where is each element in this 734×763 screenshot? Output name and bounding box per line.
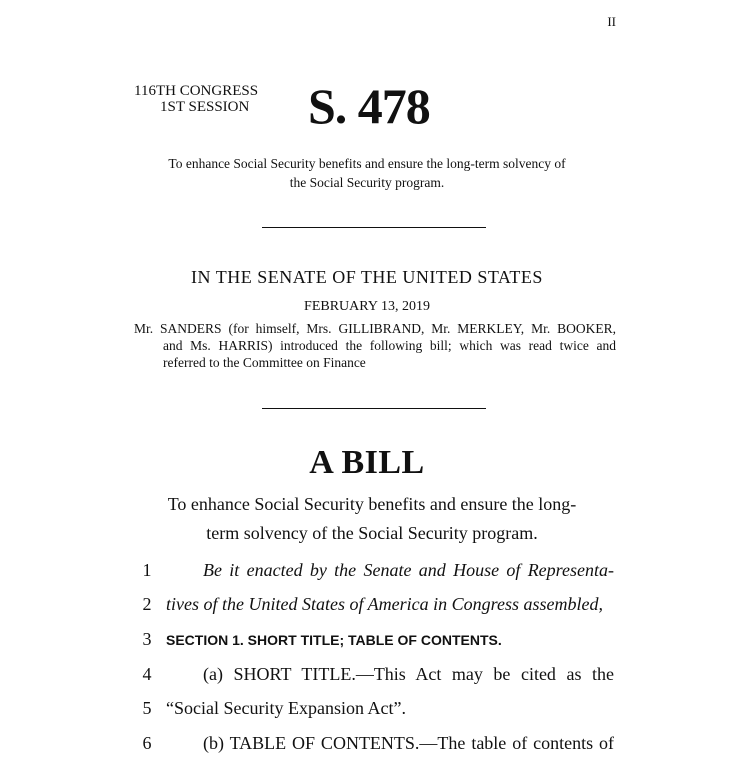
bill-number: S. 478: [308, 78, 430, 134]
divider-rule: [262, 227, 486, 228]
section-heading: SECTION 1. SHORT TITLE; TABLE OF CONTENTS.: [166, 632, 502, 648]
purpose-line: To enhance Social Security benefits and ensure the long-term solvency of: [168, 156, 566, 171]
sponsor-line: and Ms. HARRIS) introduced the following bill; which was read twice and: [163, 338, 616, 353]
bill-purpose-summary: [0, 154, 734, 192]
line-number: 3: [142, 629, 152, 649]
chamber-title: IN THE SENATE OF THE UNITED STATES: [191, 267, 543, 287]
congress-label: [134, 83, 258, 99]
sponsor-line: referred to the Committee on Finance: [163, 355, 366, 370]
session-label: 1ST SESSION: [160, 99, 250, 115]
bill-text-line: (a) SHORT TITLE.—This Act may be cited as the: [203, 664, 614, 684]
introduction-date: FEBRUARY 13, 2019: [304, 299, 430, 314]
line-number: 2: [142, 594, 152, 614]
bill-text-line: (b) TABLE OF CONTENTS.—The table of contents of: [203, 733, 614, 753]
enacting-clause-line: Be it enacted by the Senate and House of Representa-: [203, 560, 614, 580]
line-number: 6: [142, 733, 152, 753]
divider-rule: [262, 408, 486, 409]
bill-long-title: [150, 490, 594, 548]
line-number: 4: [142, 664, 152, 684]
line-number: 5: [142, 698, 152, 718]
congress-text: 116TH CONGRESS: [134, 83, 259, 99]
bill-text-line: “Social Security Expansion Act”.: [166, 698, 406, 718]
line-number: 1: [142, 560, 152, 580]
enacting-clause-line: tives of the United States of America in Congress assembled,: [166, 594, 603, 614]
sponsor-statement: [134, 320, 616, 371]
page-number: II: [607, 14, 616, 29]
long-title-line: term solvency of the Social Security program.: [206, 523, 538, 543]
long-title-line: To enhance Social Security benefits and ensure the long-: [167, 494, 577, 514]
bill-heading: A BILL: [309, 444, 425, 481]
sponsor-line: Mr. SANDERS (for himself, Mrs. GILLIBRAND, Mr. MERKLEY, Mr. BOOKER,: [134, 321, 616, 336]
purpose-line: the Social Security program.: [289, 175, 445, 190]
